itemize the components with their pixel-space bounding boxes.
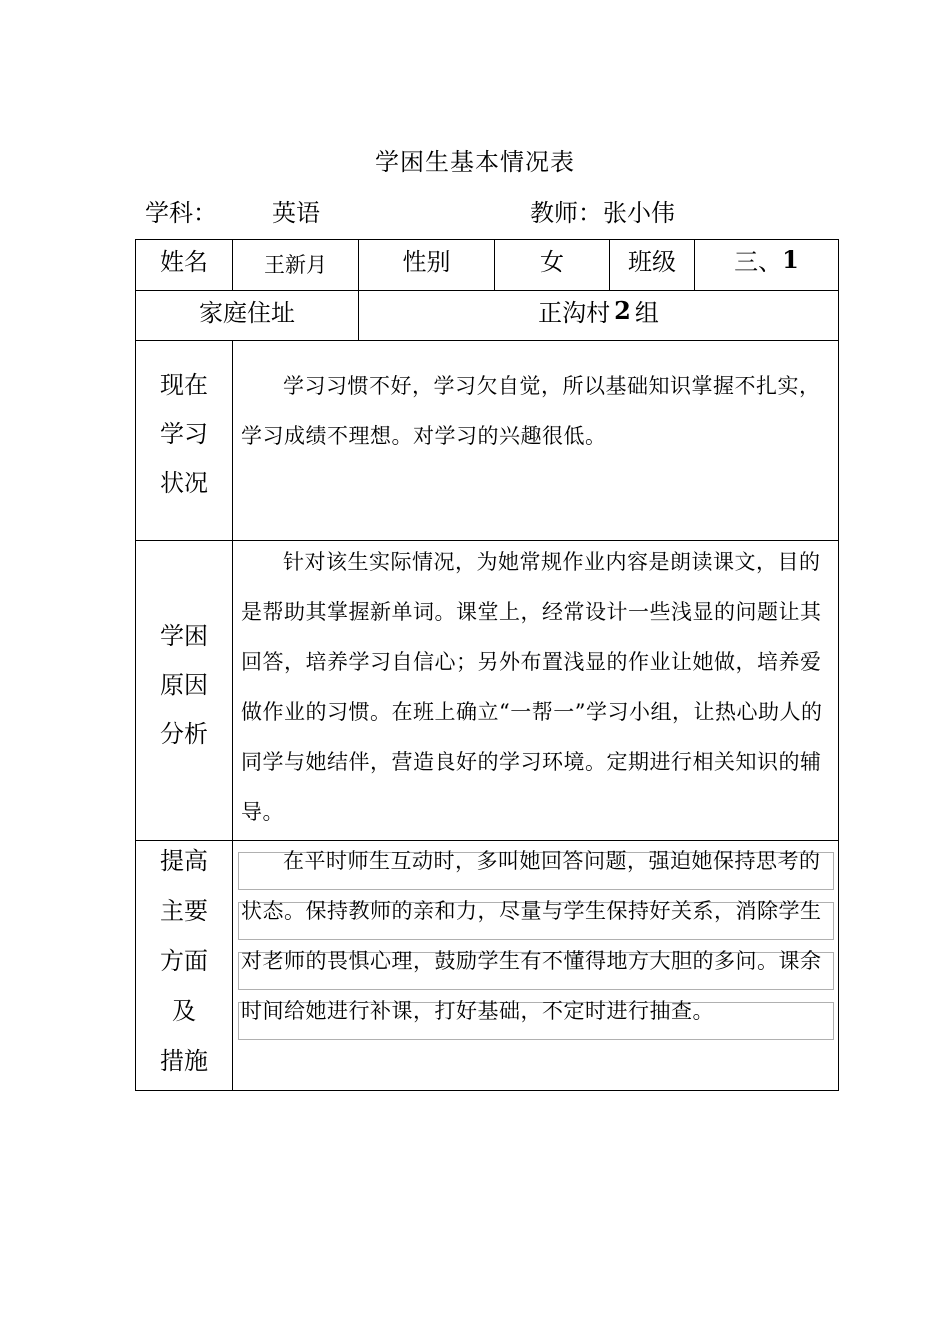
class-label: 班级 — [628, 247, 676, 276]
label-line: 状况 — [160, 469, 208, 497]
class-value — [695, 240, 838, 278]
label-line: 学困 — [160, 622, 208, 650]
label-line: 提高 — [160, 847, 208, 875]
name-value: 王新月 — [264, 253, 327, 277]
table-border-right — [838, 239, 839, 1091]
address-village: 正沟村 — [538, 298, 611, 327]
teacher-value: 张小伟 — [603, 199, 675, 227]
name-label: 姓名 — [160, 247, 208, 276]
table-divider — [232, 340, 233, 1091]
current-status-label — [136, 361, 232, 508]
address-group: 组 — [634, 298, 659, 327]
label-line: 分析 — [160, 720, 208, 748]
address-group-number: 2 — [614, 295, 631, 325]
subject-value: 英语 — [272, 199, 320, 227]
table-divider — [135, 340, 839, 341]
subject-label: 学科： — [145, 199, 217, 227]
gender-label: 性别 — [402, 247, 451, 276]
class-value-prefix: 三、 — [734, 247, 783, 276]
cause-analysis-label — [136, 612, 232, 759]
label-line: 及 — [172, 997, 196, 1025]
label-line: 原因 — [160, 671, 208, 699]
measures-text: 在平时师生互动时，多叫她回答问题，强迫她保持思考的状态。保持教师的亲和力，尽量与学生保持好关系，消除学生对老师的畏惧心理，鼓励学生有不懂得地方大胆的多问。课余时间给她进行补课，打好基础，不定时进行抽查。 — [241, 849, 822, 1023]
label-line: 主要 — [160, 897, 208, 925]
address-label: 家庭住址 — [199, 298, 295, 327]
table-border-bottom — [135, 1090, 839, 1091]
label-line: 措施 — [160, 1047, 208, 1075]
cause-analysis-text: 针对该生实际情况，为她常规作业内容是朗读课文，目的是帮助其掌握新单词。课堂上，经常设计一些浅显的问题让其回答，培养学习自信心；另外布置浅显的作业让她做，培养爱做作业的习惯。在班上确立“一帮一”学习小组，让热心助人的同学与她结伴，营造良好的学习环境。定期进行相关知识的辅导。 — [241, 550, 823, 824]
page-title: 学困生基本情况表 — [375, 148, 575, 176]
label-line: 现在 — [160, 371, 208, 399]
measures-label — [136, 836, 232, 1086]
teacher-label: 教师： — [530, 199, 602, 227]
label-line: 学习 — [160, 420, 208, 448]
gender-value: 女 — [540, 247, 564, 276]
current-status-text: 学习习惯不好，学习欠自觉，所以基础知识掌握不扎实，学习成绩不理想。对学习的兴趣很低。 — [241, 374, 821, 448]
address-value — [359, 291, 838, 329]
class-value-number: 1 — [782, 244, 799, 274]
label-line: 方面 — [160, 947, 208, 975]
